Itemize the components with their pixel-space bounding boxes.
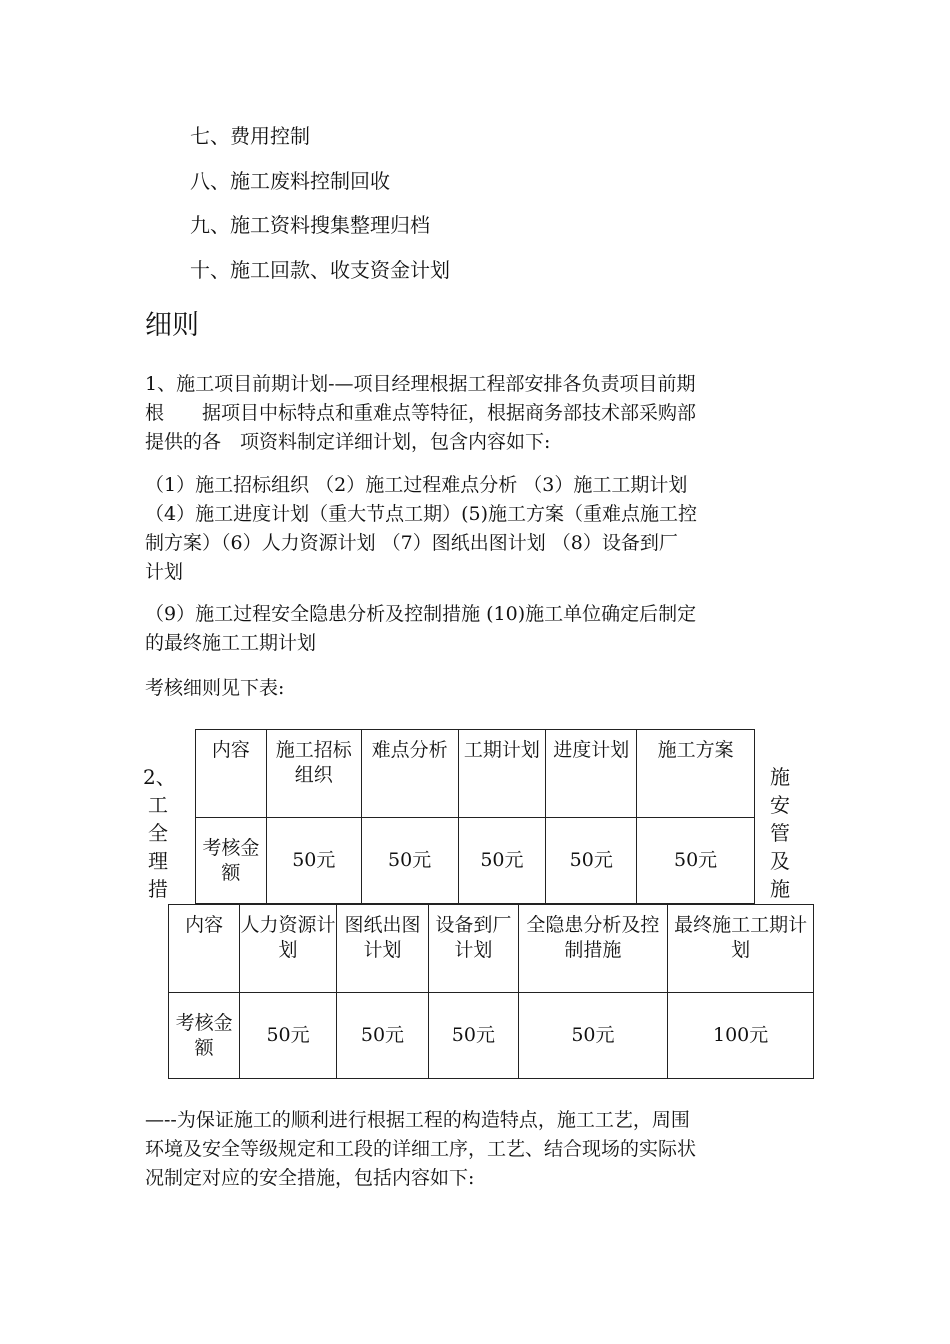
paragraph-line: （9）施工过程安全隐患分析及控制措施 (10)施工单位确定后制定 xyxy=(145,603,697,625)
vertical-char: 措 xyxy=(148,877,168,901)
vertical-char: 全 xyxy=(148,821,168,845)
paragraph-line: 况制定对应的安全措施，包括内容如下: xyxy=(145,1167,475,1189)
amount-label-cell: 考核金额 xyxy=(169,993,240,1079)
header-label-cell: 内容 xyxy=(169,905,240,993)
section-heading: 细则 xyxy=(145,310,199,341)
table-row xyxy=(169,905,814,993)
table-cell: 设备到厂计划 xyxy=(429,905,518,993)
vertical-char: 管 xyxy=(770,821,790,845)
table-cell: 进度计划 xyxy=(546,730,637,818)
table-row xyxy=(169,993,814,1079)
table-row xyxy=(196,818,755,904)
assessment-table-2 xyxy=(168,904,814,1079)
vertical-char: 2、 xyxy=(143,765,176,789)
vertical-char: 施 xyxy=(770,877,790,901)
paragraph-plan-items-cont xyxy=(145,600,807,658)
paragraph-line: 1、施工项目前期计划-—项目经理根据工程部安排各负责项目前期 xyxy=(145,373,696,395)
amount-label-cell: 考核金额 xyxy=(196,818,267,904)
header-label-cell: 内容 xyxy=(196,730,267,818)
vertical-char: 理 xyxy=(148,849,168,873)
table-cell: 50元 xyxy=(429,993,518,1079)
right-vertical-text xyxy=(768,763,792,903)
table-cell: 最终施工工期计划 xyxy=(668,905,814,993)
paragraph-line: （4）施工进度计划（重大节点工期）(5)施工方案（重难点施工控 xyxy=(145,503,698,525)
vertical-char: 及 xyxy=(770,849,790,873)
table-cell: 图纸出图计划 xyxy=(336,905,428,993)
table-cell: 50元 xyxy=(518,993,668,1079)
table-cell: 全隐患分析及控制措施 xyxy=(518,905,668,993)
table-row xyxy=(196,730,755,818)
assessment-table-1 xyxy=(195,729,755,904)
table-intro: 考核细则见下表: xyxy=(145,677,285,699)
paragraph-line: —--为保证施工的顺利进行根据工程的构造特点，施工工艺，周围 xyxy=(145,1109,690,1131)
paragraph-line: 计划 xyxy=(145,561,184,583)
table-cell: 50元 xyxy=(458,818,546,904)
vertical-char: 工 xyxy=(148,793,168,817)
left-vertical-text xyxy=(143,763,176,903)
table-cell: 50元 xyxy=(266,818,361,904)
paragraph-line: （1）施工招标组织 （2）施工过程难点分析 （3）施工工期计划 xyxy=(145,474,688,496)
paragraph-line: 环境及安全等级规定和工段的详细工序，工艺、结合现场的实际状 xyxy=(145,1138,697,1160)
paragraph-line: 制方案）（6）人力资源计划 （7）图纸出图计划 （8）设备到厂 xyxy=(145,532,678,554)
paragraph-line: 提供的各 项资料制定详细计划，包含内容如下: xyxy=(145,431,551,453)
paragraph-line: 根 据项目中标特点和重难点等特征，根据商务部技术部采购部 xyxy=(145,402,697,424)
paragraph-line: 的最终施工工期计划 xyxy=(145,632,317,654)
table-cell: 施工方案 xyxy=(637,730,755,818)
list-item-payment-plan: 十、施工回款、收支资金计划 xyxy=(190,258,450,282)
table-cell: 施工招标组织 xyxy=(266,730,361,818)
list-item-document-archive: 九、施工资料搜集整理归档 xyxy=(190,213,430,237)
table-cell: 100元 xyxy=(668,993,814,1079)
table-cell: 50元 xyxy=(240,993,336,1079)
table-cell: 工期计划 xyxy=(458,730,546,818)
list-item-waste-control: 八、施工废料控制回收 xyxy=(190,169,390,193)
paragraph-safety-measures xyxy=(145,1106,807,1193)
table-cell: 人力资源计划 xyxy=(240,905,336,993)
paragraph-plan-items xyxy=(145,471,807,587)
list-item-fee-control: 七、费用控制 xyxy=(190,124,310,148)
table-cell: 50元 xyxy=(637,818,755,904)
table-cell: 难点分析 xyxy=(361,730,458,818)
table-cell: 50元 xyxy=(336,993,428,1079)
vertical-char: 施 xyxy=(770,765,790,789)
table-cell: 50元 xyxy=(361,818,458,904)
paragraph-pre-planning xyxy=(145,370,807,457)
table-cell: 50元 xyxy=(546,818,637,904)
vertical-char: 安 xyxy=(770,793,790,817)
